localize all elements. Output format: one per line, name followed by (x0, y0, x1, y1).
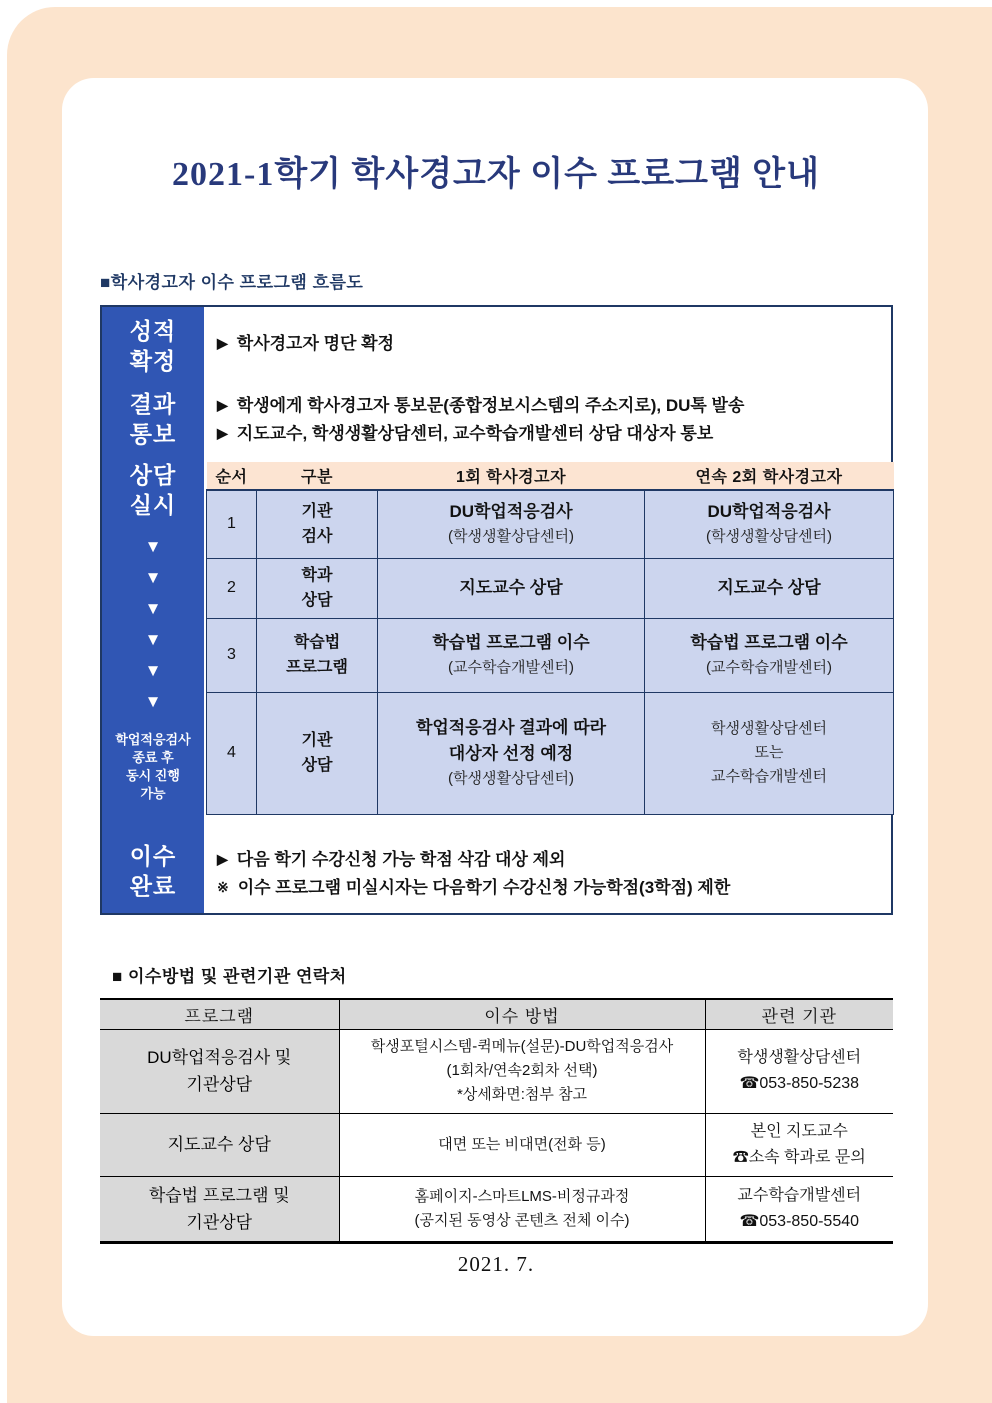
category-line: 검사 (301, 528, 333, 546)
org-cell (705, 1029, 893, 1113)
column-header: 1회 학사경고자 (378, 462, 645, 490)
program-line: 학습법 프로그램 및 (148, 1185, 290, 1205)
program-line: 기관상담 (186, 1212, 253, 1232)
stage-label-line: 통보 (129, 421, 177, 447)
triangle-bullet-icon: ▶ (217, 851, 228, 867)
bullet-text: 지도교수, 학생생활상담센터, 교수학습개발센터 상담 대상자 통보 (236, 424, 714, 443)
category-line: 상담 (301, 592, 333, 609)
cell-line: 학업적응검사 결과에 따라 (415, 718, 607, 737)
program-line: 기관상담 (186, 1075, 253, 1094)
row-category (257, 692, 378, 814)
cell-line: 교수학습개발센터 (711, 768, 827, 785)
flow-table (100, 305, 893, 915)
table-row (207, 692, 894, 814)
cell-line: (교수학습개발센터) (706, 659, 832, 676)
cell-line: 지도교수 상담 (459, 578, 563, 597)
table-row (100, 1029, 893, 1113)
method-line: 대면 또는 비대면(전화 등) (438, 1135, 606, 1153)
stage-label-line: 상담 (129, 462, 177, 488)
complete-bullet (217, 845, 883, 870)
method-line: 학생포털시스템-퀵메뉴(설문)-DU학업적응검사 (370, 1038, 674, 1055)
stage-note-line: 종료 후 (132, 750, 174, 765)
category-line: 기관 (301, 732, 333, 749)
flow-stage-sidebar (102, 307, 204, 913)
program-cell (100, 1176, 339, 1242)
down-arrow-icon: ▼ (144, 630, 162, 649)
category-line: 학습법 (293, 634, 341, 651)
bullet-text: 학사경고자 명단 확정 (236, 334, 395, 353)
down-arrow-icon: ▼ (144, 692, 162, 711)
stage-result-notify (102, 389, 204, 449)
stage-label-line: 확정 (129, 348, 177, 374)
category-line: 기관 (301, 503, 333, 521)
row-category (257, 490, 378, 558)
org-line: 학생생활상담센터 (737, 1049, 862, 1066)
flow-section-heading: ■학사경고자 이수 프로그램 흐름도 (100, 273, 364, 292)
reference-mark-icon: ※ (217, 879, 229, 895)
method-line: *상세화면:첨부 참고 (456, 1086, 588, 1103)
counsel-table-header-row (207, 462, 894, 490)
stage-grade-confirm (102, 316, 204, 376)
cell-line: 학습법 프로그램 이수 (690, 633, 848, 652)
row-number: 2 (207, 558, 257, 618)
org-cell (705, 1113, 893, 1176)
org-line: 교수학습개발센터 (737, 1186, 862, 1204)
counsel-table (206, 462, 894, 815)
grade-bullet (217, 329, 883, 354)
down-arrow-icon: ▼ (144, 537, 162, 556)
down-arrow-icon: ▼ (144, 568, 162, 587)
down-arrow-icon: ▼ (144, 599, 162, 618)
stage-counsel (102, 460, 204, 520)
cell-line: 대상자 선정 예정 (448, 744, 574, 763)
cell-line: DU학업적응검사 (707, 502, 831, 522)
column-header: 순서 (207, 462, 257, 490)
bullet-text: 다음 학기 수강신청 가능 학점 삭감 대상 제외 (236, 850, 566, 869)
footer-date: 2021. 7. (457, 1252, 535, 1276)
complete-note (217, 873, 883, 898)
program-line: 지도교수 상담 (167, 1135, 271, 1154)
first-warning-cell (378, 692, 645, 814)
category-line: 상담 (301, 757, 333, 774)
table-row (207, 558, 894, 618)
stage-note-line: 가능 (140, 786, 166, 801)
cell-line: 학습법 프로그램 이수 (432, 633, 590, 652)
row-category (257, 618, 378, 692)
table-row (100, 1176, 893, 1242)
org-phone: ☎053-850-5238 (739, 1075, 860, 1092)
down-arrow-icon: ▼ (144, 661, 162, 680)
stage-label-line: 실시 (129, 492, 177, 518)
method-line: (1회차/연속2회차 선택) (446, 1062, 598, 1079)
row-number: 3 (207, 618, 257, 692)
program-cell (100, 1113, 339, 1176)
repeat-warning-cell (645, 618, 894, 692)
cell-line: (학생생활상담센터) (706, 528, 832, 546)
category-line: 학과 (301, 567, 333, 584)
stage-note-line: 학업적응검사 (115, 732, 191, 747)
stage-complete (102, 841, 204, 901)
triangle-bullet-icon: ▶ (217, 335, 228, 351)
org-cell (705, 1176, 893, 1242)
table-row (207, 618, 894, 692)
stage-note (102, 731, 204, 803)
program-line: DU학업적응검사 및 (147, 1048, 292, 1067)
column-header: 구분 (257, 462, 378, 490)
repeat-warning-cell (645, 558, 894, 618)
cell-line: 학생생활상담센터 (711, 720, 827, 737)
flow-content (204, 307, 891, 913)
first-warning-cell (378, 558, 645, 618)
cell-line: (학생생활상담센터) (448, 528, 574, 546)
method-cell (339, 1029, 705, 1113)
org-line: 본인 지도교수 (750, 1122, 848, 1140)
stage-label-line: 완료 (129, 873, 177, 899)
cell-line: 또는 (754, 744, 784, 761)
row-number: 1 (207, 490, 257, 558)
table-row (207, 490, 894, 558)
contact-section-heading: ■ 이수방법 및 관련기관 연락처 (112, 967, 347, 986)
column-header: 이수 방법 (339, 999, 705, 1029)
contact-table (100, 998, 893, 1244)
column-header: 관련 기관 (705, 999, 893, 1029)
stage-label-line: 이수 (129, 843, 177, 869)
cell-line: (교수학습개발센터) (448, 659, 574, 676)
org-phone: ☎소속 학과로 문의 (732, 1148, 866, 1166)
triangle-bullet-icon: ▶ (217, 425, 228, 441)
method-line: 홈페이지-스마트LMS-비정규과정 (414, 1187, 630, 1205)
flow-arrows (102, 531, 204, 717)
stage-note-line: 동시 진행 (126, 768, 180, 783)
stage-label-line: 결과 (129, 391, 177, 417)
first-warning-cell (378, 490, 645, 558)
first-warning-cell (378, 618, 645, 692)
column-header: 연속 2회 학사경고자 (645, 462, 894, 490)
row-number: 4 (207, 692, 257, 814)
category-line: 프로그램 (286, 659, 348, 676)
cell-line: DU학업적응검사 (449, 502, 573, 522)
result-bullet (217, 391, 883, 416)
triangle-bullet-icon: ▶ (217, 397, 228, 413)
bullet-text: 학생에게 학사경고자 통보문(종합정보시스템의 주소지로), DU톡 발송 (236, 396, 745, 415)
result-bullet (217, 419, 883, 444)
method-cell (339, 1113, 705, 1176)
contact-table-header-row (100, 999, 893, 1029)
page-title: 2021-1학기 학사경고자 이수 프로그램 안내 (172, 156, 820, 193)
stage-label-line: 성적 (129, 318, 177, 344)
method-line: (공지된 동영상 콘텐츠 전체 이수) (414, 1211, 630, 1229)
method-cell (339, 1176, 705, 1242)
org-phone: ☎053-850-5540 (739, 1212, 860, 1230)
column-header: 프로그램 (100, 999, 339, 1029)
cell-line: (학생생활상담센터) (448, 770, 574, 787)
table-row (100, 1113, 893, 1176)
row-category (257, 558, 378, 618)
program-cell (100, 1029, 339, 1113)
cell-line: 지도교수 상담 (717, 578, 821, 597)
repeat-warning-cell (645, 490, 894, 558)
bullet-text: 이수 프로그램 미실시자는 다음학기 수강신청 가능학점(3학점) 제한 (237, 878, 731, 897)
repeat-warning-cell (645, 692, 894, 814)
